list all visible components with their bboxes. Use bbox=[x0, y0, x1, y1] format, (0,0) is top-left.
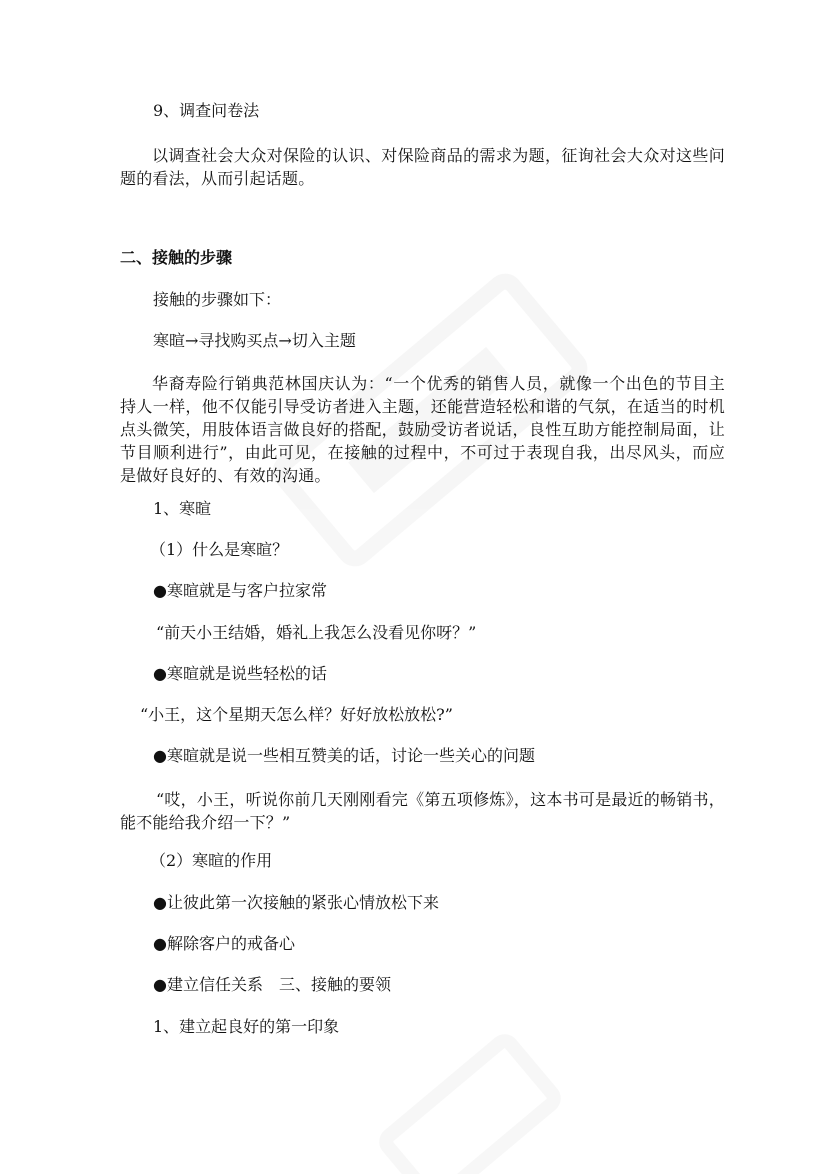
steps-flow: 寒暄→寻找购买点→切入主题 bbox=[153, 331, 356, 350]
question-greeting-function: （2）寒暄的作用 bbox=[150, 851, 273, 870]
question-what-is-greeting: （1）什么是寒暄？ bbox=[150, 540, 289, 559]
subsection-first-impression: 1、建立起良好的第一印象 bbox=[153, 1017, 340, 1036]
bullet-chat-with-client: ●寒暄就是与客户拉家常 bbox=[153, 581, 327, 600]
bullet-praise: ●寒暄就是说一些相互赞美的话，讨论一些关心的问题 bbox=[153, 746, 535, 765]
subsection-greeting: 1、寒暄 bbox=[153, 499, 212, 518]
section-item-survey: 9、调查问卷法 bbox=[153, 101, 260, 120]
bullet-build-trust: ●建立信任关系 三、接触的要领 bbox=[153, 975, 391, 994]
bullet-relax-tension: ●让彼此第一次接触的紧张心情放松下来 bbox=[153, 893, 439, 912]
paragraph-lin-guoqing: 华裔寿险行销典范林国庆认为：“一个优秀的销售人员，就像一个出色的节目主持人一样，他不仅能引导受访者进入主题，还能营造轻松和谐的气氛，在适当的时机点头微笑，用肢体语言做良好的搭配，鼓励受访者说话，良性互助方能控制局面，让节目顺利进行”，由此可见，在接触的过程中，不可过于表现自我，出尽风头，而应是做好良好的、有效的沟通。 bbox=[120, 374, 725, 485]
steps-intro: 接触的步骤如下： bbox=[153, 290, 282, 309]
paragraph-survey-desc: 以调查社会大众对保险的认识、对保险商品的需求为题，征询社会大众对这些问题的看法，从而引起话题。 bbox=[120, 146, 725, 188]
section-heading-contact-steps: 二、接触的步骤 bbox=[120, 248, 233, 267]
quote-fifth-discipline: “哎，小王，听说你前几天刚刚看完《第五项修炼》，这本书可是最近的畅销书，能不能给我介绍一下？” bbox=[120, 790, 725, 832]
quote-wedding: “前天小王结婚，婚礼上我怎么没看见你呀？” bbox=[156, 623, 477, 642]
quote-sunday: “小王，这个星期天怎么样？好好放松放松?” bbox=[140, 705, 453, 724]
bullet-relaxed-talk: ●寒暄就是说些轻松的话 bbox=[153, 664, 327, 683]
bullet-remove-guard: ●解除客户的戒备心 bbox=[153, 934, 295, 953]
